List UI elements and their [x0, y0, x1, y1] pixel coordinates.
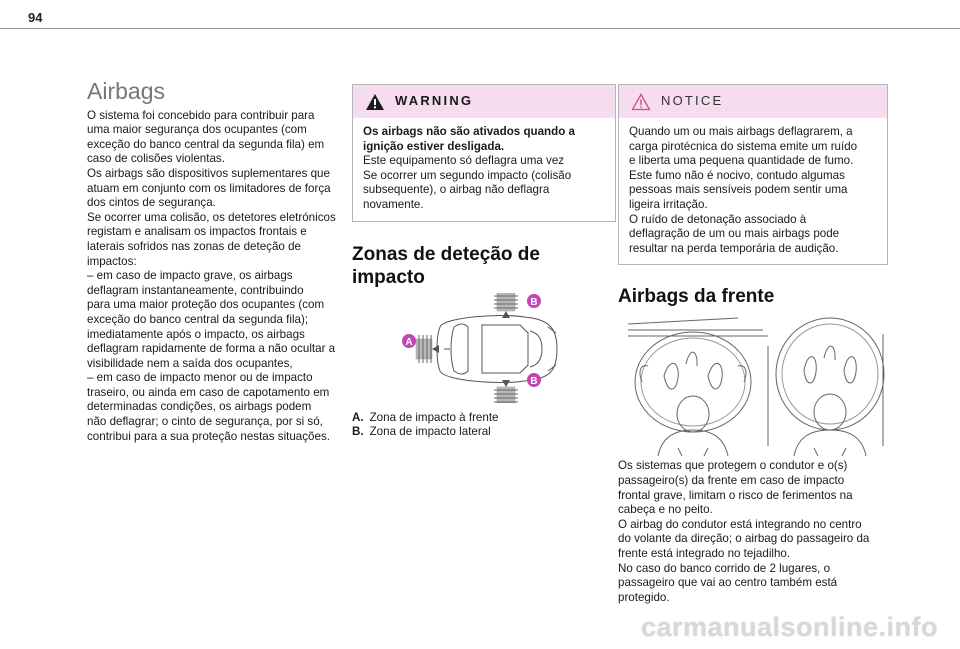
- impact-zones-title: Zonas de deteção de impacto: [352, 243, 540, 288]
- front-airbags-text: Os sistemas que protegem o condutor e o(s) passageiro(s) da frente em caso de impacto frontal grave, limitam o risco de ferimentos na cabeça e no peito. O airbag do condutor está integrando no centro do volante da direção; o airbag do passageiro da frente está integrado no tejadilho. No caso do banco corrido de 2 lugares, o passageiro que vai ao centro também está protegido.: [618, 459, 870, 604]
- notice-body: [619, 118, 887, 264]
- impact-zones-legend: [352, 411, 618, 440]
- legend-item-a: [352, 411, 618, 426]
- warning-text: Este equipamento só deflagra uma vez Se ocorrer um segundo impacto (colisão subsequente), o airbag não deflagra novamente.: [363, 154, 572, 211]
- airbags-intro-text: O sistema foi concebido para contribuir para uma maior segurança dos ocupantes (com exceção do banco central da segunda fila) em caso de colisões violentas. Os airbags são dispositivos suplementares que atuam em conjunto com os limitadores de força dos cintos de segurança. Se ocorrer uma colisão, os detetores eletrónicos registam e analisam os impactos frontais e laterais sofridos nas zonas de deteção de impactos: – em caso de impacto grave, os airbags deflagram instantaneamente, contribuindo para uma maior proteção dos ocupantes (com exceção do banco central da segunda fila); imediatamente após o impacto, os airbags deflagram rapidamente de forma a não ocultar a visibilidade nem a saída dos ocupantes, – em caso de impacto menor ou de impacto traseiro, ou ainda em caso de capotamento em determinadas condições, os airbags podem não deflagrar; o cinto de segurança, por si só, contribui para a sua proteção nestas situações.: [87, 108, 336, 443]
- legend-item-b: [352, 425, 618, 440]
- legend-text-b: Zona de impacto lateral: [369, 425, 491, 439]
- notice-triangle-icon: [631, 93, 651, 111]
- notice-header: [619, 85, 887, 118]
- middle-column: [352, 84, 618, 440]
- legend-key-b: B.: [352, 425, 364, 439]
- warning-box: [352, 84, 616, 222]
- notice-text: Quando um ou mais airbags deflagrarem, a carga pirotécnica do sistema emite um ruído e liberta uma pequena quantidade de fumo. Este fumo não é nocivo, contudo algumas pessoas mais sensíveis podem sentir uma ligeira irritação. O ruído de detonação associado à deflagração de um ou mais airbags pode resultar na perda temporária de audição.: [629, 125, 858, 255]
- front-airbags-title: Airbags da frente: [618, 286, 775, 308]
- airbags-intro-column: [87, 78, 353, 444]
- marker-a-label: A: [405, 336, 413, 348]
- legend-text-a: Zona de impacto à frente: [369, 410, 499, 424]
- legend-key-a: A.: [352, 410, 364, 424]
- watermark-logo: carmanualsonline.info: [640, 612, 938, 642]
- top-divider: [0, 28, 960, 29]
- marker-b-bottom-label: B: [530, 375, 538, 387]
- warning-label: WARNING: [395, 93, 474, 109]
- warning-bold-text: Os airbags não são ativados quando a ignição estiver desligada.: [363, 125, 575, 153]
- airbags-title: Airbags: [87, 78, 165, 104]
- notice-box: [618, 84, 888, 265]
- warning-body: [353, 118, 615, 221]
- front-airbags-illustration: [618, 316, 888, 456]
- impact-zones-car-diagram: [352, 293, 618, 403]
- right-column: [618, 84, 890, 605]
- page-number: 94: [28, 10, 43, 25]
- notice-label: NOTICE: [661, 93, 724, 109]
- warning-triangle-icon: [365, 93, 385, 111]
- warning-header: [353, 85, 615, 118]
- marker-b-top-label: B: [530, 296, 538, 308]
